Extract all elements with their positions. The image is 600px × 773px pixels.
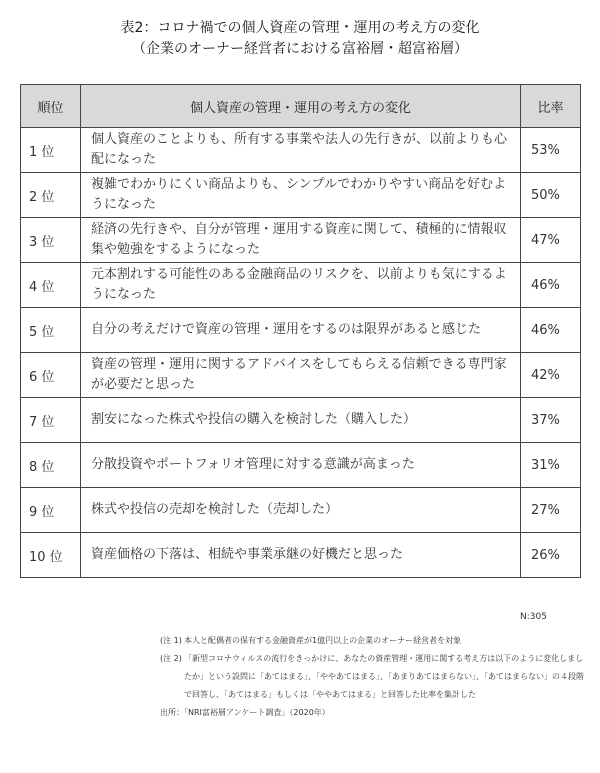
table-row: [21, 308, 581, 353]
rank-cell: 2 位: [21, 173, 81, 218]
rate-cell: 47%: [521, 218, 581, 263]
rank-cell: 10 位: [21, 533, 81, 578]
note-text: 本人と配偶者の保有する金融資産が1億円以上の企業のオーナー経営者を対象: [184, 636, 462, 645]
rate-cell: 42%: [521, 353, 581, 398]
description-cell: 経済の先行きや、自分が管理・運用する資産に関して、積極的に情報収集や勉強をするようになった: [81, 218, 521, 263]
rate-cell: 37%: [521, 398, 581, 443]
table-row: [21, 353, 581, 398]
rank-cell: 4 位: [21, 263, 81, 308]
description-cell: 分散投資やポートフォリオ管理に対する意識が高まった: [81, 443, 521, 488]
note-text: 「新型コロナウィルスの流行をきっかけに、あなたの資産管理・運用に関する考え方は以下のように変化しましたか」という設問に「あてはまる」、「ややあてはまる」、「あまりあてはまらない」、「あてはまらない」の４段階で回答し、「あてはまる」もしくは「ややあてはまる」と回答した比率を集計した: [184, 654, 584, 699]
table-row: [21, 263, 581, 308]
description-cell: 資産価格の下落は、相続や事業承継の好機だと思った: [81, 533, 521, 578]
rate-cell: 53%: [521, 128, 581, 173]
table-title: 表2：コロナ禍での個人資産の管理・運用の考え方の変化: [120, 20, 480, 36]
source-citation: 出所：「NRI富裕層アンケート調査」（2020年）: [160, 708, 330, 717]
rate-cell: 26%: [521, 533, 581, 578]
rank-cell: 7 位: [21, 398, 81, 443]
table-row: [21, 488, 581, 533]
table-header-row: [21, 85, 581, 128]
header-rank: 順位: [21, 85, 81, 128]
rank-cell: 6 位: [21, 353, 81, 398]
table-subtitle: （企業のオーナー経営者における富裕層・超富裕層）: [132, 41, 468, 57]
note-label: (注 2): [160, 654, 182, 663]
table-row: [21, 398, 581, 443]
note-label: (注 1): [160, 636, 182, 645]
description-cell: 株式や投信の売却を検討した（売却した）: [81, 488, 521, 533]
table-row: [21, 173, 581, 218]
table-row: [21, 443, 581, 488]
rate-cell: 50%: [521, 173, 581, 218]
description-cell: 自分の考えだけで資産の管理・運用をするのは限界があると感じた: [81, 308, 521, 353]
note-2: [160, 650, 590, 704]
note-1: [160, 632, 590, 650]
description-cell: 複雑でわかりにくい商品よりも、シンプルでわかりやすい商品を好むようになった: [81, 173, 521, 218]
description-cell: 個人資産のことよりも、所有する事業や法人の先行きが、以前よりも心配になった: [81, 128, 521, 173]
rate-cell: 31%: [521, 443, 581, 488]
description-cell: 資産の管理・運用に関するアドバイスをしてもらえる信頼できる専門家が必要だと思った: [81, 353, 521, 398]
rank-cell: 8 位: [21, 443, 81, 488]
rank-cell: 9 位: [21, 488, 81, 533]
rank-cell: 1 位: [21, 128, 81, 173]
footnotes: [160, 632, 590, 722]
header-rate: 比率: [521, 85, 581, 128]
rank-cell: 5 位: [21, 308, 81, 353]
rate-cell: 46%: [521, 263, 581, 308]
description-cell: 元本割れする可能性のある金融商品のリスクを、以前よりも気にするようになった: [81, 263, 521, 308]
table-row: [21, 218, 581, 263]
header-description: 個人資産の管理・運用の考え方の変化: [81, 85, 521, 128]
ranking-table: [20, 84, 581, 578]
rate-cell: 46%: [521, 308, 581, 353]
table-row: [21, 128, 581, 173]
sample-size: N:305: [520, 612, 547, 622]
rank-cell: 3 位: [21, 218, 81, 263]
description-cell: 割安になった株式や投信の購入を検討した（購入した）: [81, 398, 521, 443]
rate-cell: 27%: [521, 488, 581, 533]
table-row: [21, 533, 581, 578]
